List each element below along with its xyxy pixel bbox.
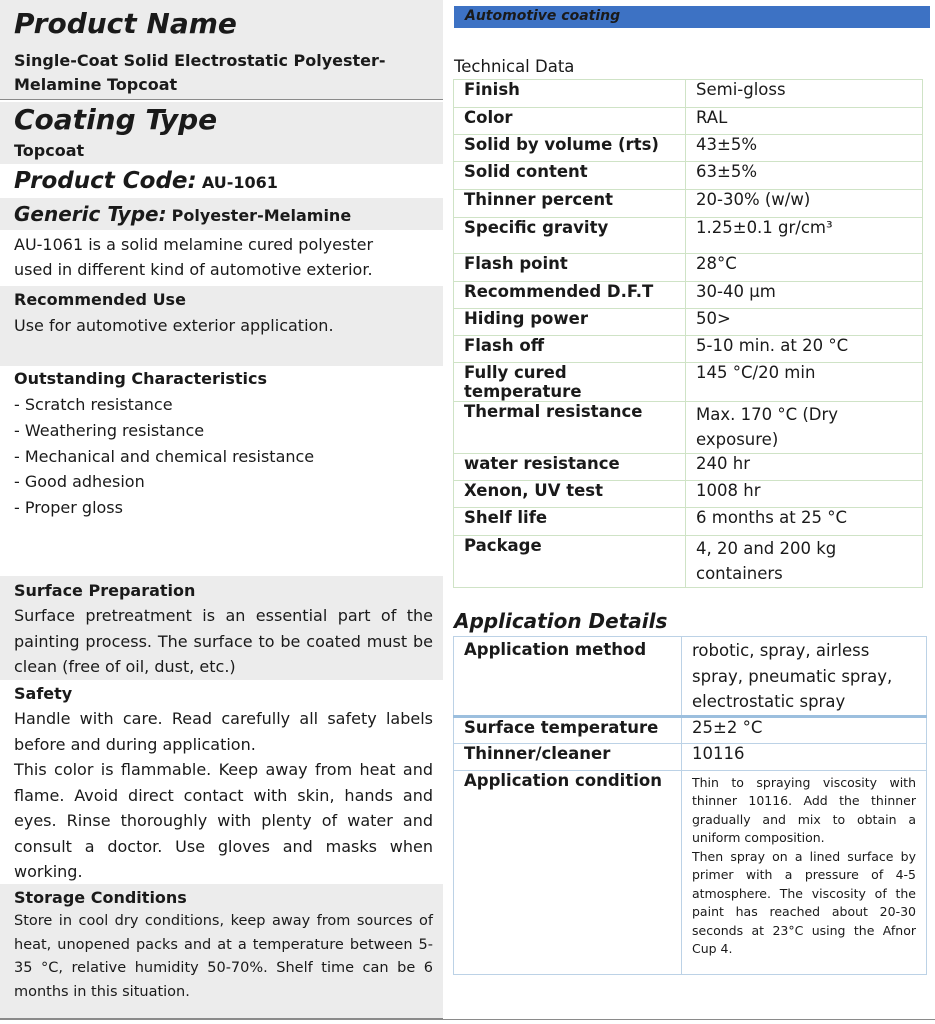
tech-value: 4, 20 and 200 kg containers: [686, 536, 923, 588]
table-row: [454, 254, 923, 282]
storage-value: Store in cool dry conditions, keep away from sources of heat, unopened packs and at a temperature between 5-35 °C, relative humidity 50-70%. Shelf time can be 6 months in this situation.: [14, 913, 433, 1000]
table-row: [454, 536, 923, 588]
recommended-use-heading: Recommended Use: [14, 290, 186, 309]
tech-key: Xenon, UV test: [454, 481, 686, 508]
technical-data-table: [453, 79, 923, 588]
tech-key: Hiding power: [454, 309, 686, 336]
tech-value: Max. 170 °C (Dry exposure): [686, 402, 923, 454]
category-banner: [454, 6, 930, 28]
tech-key: water resistance: [454, 454, 686, 481]
list-item: - Mechanical and chemical resistance: [14, 446, 315, 466]
application-details-table: [453, 636, 927, 975]
table-row: [454, 108, 923, 135]
storage-heading: Storage Conditions: [14, 888, 187, 907]
technical-data-heading: Technical Data: [454, 57, 575, 76]
table-row: [454, 135, 923, 162]
table-row: [454, 336, 923, 363]
product-description: AU-1061 is a solid melamine cured polyester used in different kind of automotive exterior.: [14, 235, 374, 279]
list-item: - Proper gloss: [14, 498, 123, 518]
table-row: [454, 162, 923, 190]
safety-text-2: This color is flammable. Keep away from heat and flame. Avoid direct contact with skin, hands and eyes. Rinse thoroughly with plenty of water and consult a doctor. Use gloves and masks when working.: [14, 760, 433, 881]
table-row: [454, 190, 923, 218]
table-row: [454, 363, 923, 402]
tech-key: Package: [454, 536, 686, 588]
table-row: [454, 80, 923, 108]
tech-key: Fully cured temperature: [454, 363, 686, 402]
table-row: [454, 716, 927, 743]
tech-value: 145 °C/20 min: [686, 363, 923, 402]
tech-key: Shelf life: [454, 508, 686, 536]
tech-value: Semi-gloss: [686, 80, 923, 108]
tech-value: 63±5%: [686, 162, 923, 190]
application-condition-text-1: Thin to spraying viscosity with thinner 10116. Add the thinner gradually and mix to obtain a uniform composition.: [692, 774, 916, 845]
table-row: [454, 743, 927, 770]
generic-type-value: Polyester-Melamine: [171, 206, 352, 225]
application-value: 10116: [682, 743, 927, 770]
table-row: [454, 454, 923, 481]
tech-value: 50>: [686, 309, 923, 336]
list-item: - Weathering resistance: [14, 420, 205, 440]
coating-type-value: Topcoat: [14, 141, 85, 160]
tech-value: 240 hr: [686, 454, 923, 481]
application-details-heading: Application Details: [454, 609, 668, 633]
tech-key: Finish: [454, 80, 686, 108]
application-key: Application method: [454, 637, 682, 717]
tech-key: Flash off: [454, 336, 686, 363]
safety-heading: Safety: [14, 684, 73, 703]
page-bottom-rule: [0, 1019, 935, 1020]
characteristics-list: [14, 392, 314, 521]
table-row: [454, 402, 923, 454]
table-row: [454, 218, 923, 254]
tech-key: Specific gravity: [454, 218, 686, 254]
table-row: [454, 481, 923, 508]
application-condition-text-2: Then spray on a lined surface by primer with a pressure of 4-5 atmosphere. The viscosity of the paint has reached about 20-30 seconds at 23°C using the Afnor Cup 4.: [692, 848, 916, 956]
tech-key: Solid by volume (rts): [454, 135, 686, 162]
table-row: [454, 282, 923, 309]
list-item: - Good adhesion: [14, 472, 145, 492]
list-item: - Scratch resistance: [14, 395, 173, 414]
generic-type-row: [14, 202, 351, 226]
surface-prep-heading: Surface Preparation: [14, 581, 196, 600]
product-code-value: AU-1061: [201, 173, 278, 192]
tech-value: 1.25±0.1 gr/cm³: [686, 218, 923, 254]
product-name-value: Single-Coat Solid Electrostatic Polyester-Melamine Topcoat: [14, 51, 386, 94]
tech-key: Flash point: [454, 254, 686, 282]
generic-type-heading: Generic Type:: [14, 202, 167, 226]
tech-value: 5-10 min. at 20 °C: [686, 336, 923, 363]
application-key: Application condition: [454, 770, 682, 974]
product-code-row: [14, 168, 278, 194]
tech-value: RAL: [686, 108, 923, 135]
application-key: Thinner/cleaner: [454, 743, 682, 770]
tech-value: 28°C: [686, 254, 923, 282]
recommended-use-value: Use for automotive exterior application.: [14, 316, 334, 335]
tech-value: 1008 hr: [686, 481, 923, 508]
tech-key: Solid content: [454, 162, 686, 190]
tech-value: 6 months at 25 °C: [686, 508, 923, 536]
characteristics-heading: Outstanding Characteristics: [14, 369, 267, 388]
product-code-heading: Product Code:: [14, 168, 197, 194]
tech-value: 30-40 µm: [686, 282, 923, 309]
table-row: [454, 309, 923, 336]
surface-prep-value: Surface pretreatment is an essential part of the painting process. The surface to be coated must be clean (free of oil, dust, etc.): [14, 606, 433, 676]
tech-value: 43±5%: [686, 135, 923, 162]
tech-key: Thinner percent: [454, 190, 686, 218]
application-value: 25±2 °C: [682, 716, 927, 743]
application-value: [682, 770, 927, 974]
safety-text-1: Handle with care. Read carefully all safety labels before and during application.: [14, 709, 433, 754]
table-row: [454, 508, 923, 536]
tech-value: 20-30% (w/w): [686, 190, 923, 218]
tech-key: Thermal resistance: [454, 402, 686, 454]
product-name-heading: Product Name: [14, 7, 237, 40]
table-row: [454, 637, 927, 717]
coating-type-heading: Coating Type: [14, 103, 218, 136]
tech-key: Recommended D.F.T: [454, 282, 686, 309]
table-row: [454, 770, 927, 974]
application-value: robotic, spray, airless spray, pneumatic spray, electrostatic spray: [682, 637, 927, 717]
banner-label: Automotive coating: [465, 8, 621, 24]
application-key: Surface temperature: [454, 716, 682, 743]
tech-key: Color: [454, 108, 686, 135]
